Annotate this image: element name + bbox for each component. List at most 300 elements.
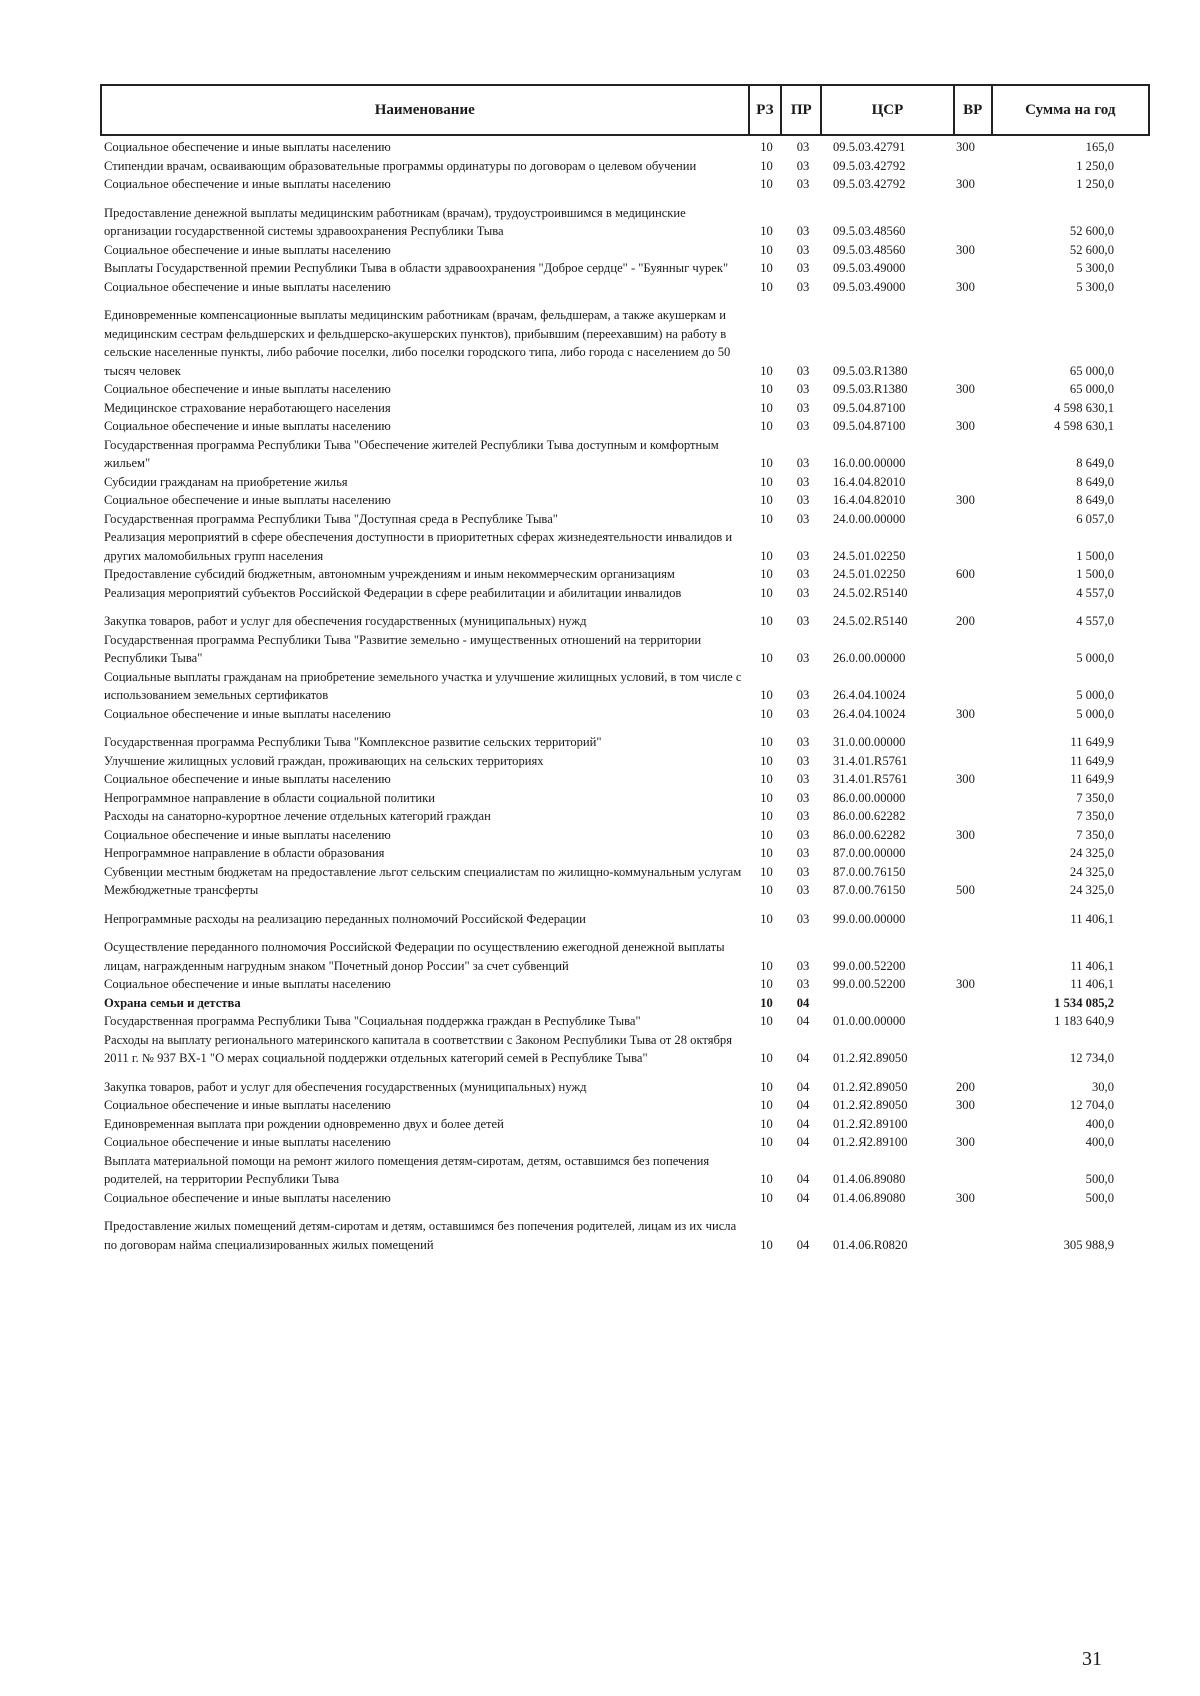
- row-pr: 03: [796, 651, 810, 665]
- row-vr: 300: [956, 706, 975, 721]
- row-sum: 12 704,0: [1069, 1098, 1114, 1112]
- table-row: [104, 1031, 1150, 1068]
- table-row: [104, 138, 1150, 157]
- row-sum: 11 649,9: [1070, 772, 1114, 786]
- row-pr: 03: [796, 614, 810, 628]
- row-name: Предоставление жилых помещений детям-сиротам и детям, оставшимся без попечения родителей, лицам из их числа по договорам найма специализированных жилых помещений: [104, 1219, 737, 1252]
- row-sum: 1 250,0: [1076, 177, 1114, 191]
- row-sum: 8 649,0: [1076, 474, 1114, 489]
- row-rz: 10: [760, 511, 773, 526]
- row-pr: 03: [796, 474, 810, 489]
- row-vr: [956, 863, 994, 882]
- row-csr: 26.0.00.00000: [833, 651, 906, 665]
- row-pr: 03: [796, 958, 810, 973]
- row-csr: [823, 994, 956, 1013]
- row-pr: 03: [796, 911, 810, 926]
- row-codes: [750, 1078, 1114, 1097]
- row-csr: 01.2.Я2.89050: [833, 1079, 908, 1094]
- row-rz: 10: [760, 1172, 773, 1186]
- row-sum: 305 988,9: [1063, 1237, 1114, 1252]
- row-vr: [956, 584, 994, 603]
- row-vr: [956, 362, 994, 381]
- row-csr: 16.4.04.82010: [833, 474, 906, 489]
- table-row: [104, 510, 1150, 529]
- row-csr: 24.5.01.02250: [833, 567, 906, 581]
- row-pr: 03: [796, 809, 810, 823]
- row-sum: 52 600,0: [1069, 224, 1114, 238]
- table-row: [104, 668, 1150, 705]
- table-row: [104, 584, 1150, 603]
- row-vr: [956, 807, 994, 826]
- row-rz: 10: [760, 261, 773, 275]
- row-name: Социальное обеспечение и иные выплаты населению: [104, 382, 391, 396]
- row-vr: [956, 454, 994, 473]
- row-csr: 09.5.03.42791: [833, 140, 906, 154]
- row-vr: [956, 752, 994, 771]
- table-row: [104, 528, 1150, 565]
- table-row: [104, 826, 1150, 845]
- row-csr: 26.4.04.10024: [833, 706, 906, 721]
- row-pr: 03: [796, 242, 810, 257]
- row-vr: [956, 157, 994, 176]
- row-name: Единовременная выплата при рождении одновременно двух и более детей: [104, 1116, 504, 1131]
- row-csr: 01.2.Я2.89100: [833, 1135, 908, 1149]
- row-csr: 09.5.03.42792: [833, 158, 906, 173]
- table-row: [104, 1217, 1150, 1254]
- row-name: Государственная программа Республики Тыва "Комплексное развитие сельских территорий": [104, 735, 602, 749]
- row-codes: [750, 157, 1114, 176]
- row-rz: 10: [760, 1014, 773, 1028]
- row-vr: 500: [956, 883, 975, 897]
- row-pr: 04: [796, 1190, 810, 1205]
- row-codes: [750, 733, 1114, 752]
- table-row: [104, 705, 1150, 724]
- row-pr: 03: [796, 177, 810, 191]
- row-csr: 01.4.06.89080: [833, 1190, 906, 1205]
- row-vr: [956, 957, 994, 976]
- table-row: [104, 436, 1150, 473]
- row-rz: 10: [760, 177, 773, 191]
- row-codes: [750, 863, 1114, 882]
- row-vr: [956, 399, 994, 418]
- table-row: [104, 1189, 1150, 1208]
- row-name: Предоставление денежной выплаты медицинским работникам (врачам), трудоустроившимся в медицинские организации государственной системы здравоохранения Республики Тыва: [104, 205, 686, 238]
- row-sum: 5 000,0: [1076, 706, 1114, 721]
- row-csr: 86.0.00.62282: [833, 827, 906, 842]
- row-sum: 4 598 630,1: [1054, 400, 1114, 415]
- row-pr: 03: [796, 864, 810, 879]
- row-name: Расходы на выплату регионального материнского капитала в соответствии с Законом Республики Тыва от 28 октября 2011 г. № 937 ВХ-1 "О мерах социальной поддержки отдельных категорий семей в Республике Тыва": [104, 1032, 733, 1065]
- row-pr: 03: [796, 753, 810, 768]
- row-csr: 09.5.03.48560: [833, 242, 906, 257]
- row-csr: 09.5.03.R1380: [833, 382, 908, 396]
- row-rz: 10: [760, 911, 773, 926]
- row-vr: [956, 789, 994, 808]
- row-csr: 09.5.03.R1380: [833, 363, 908, 378]
- row-sum: 6 057,0: [1076, 511, 1114, 526]
- row-csr: 99.0.00.52200: [833, 977, 906, 991]
- row-codes: [750, 1189, 1114, 1208]
- row-vr: [956, 649, 994, 668]
- row-rz: 10: [760, 1051, 773, 1065]
- table-row: [104, 399, 1150, 418]
- row-sum: 7 350,0: [1076, 790, 1114, 805]
- row-name: Социальное обеспечение и иные выплаты населению: [104, 279, 391, 294]
- row-vr: 300: [956, 1135, 975, 1149]
- row-csr: 87.0.00.76150: [833, 864, 906, 879]
- row-vr: [956, 510, 994, 529]
- row-name: Выплата материальной помощи на ремонт жилого помещения детям-сиротам, детям, оставшимся без попечения родителей, на территории Республики Тыва: [104, 1153, 710, 1186]
- row-vr: 200: [956, 1079, 975, 1094]
- row-rz: 10: [760, 706, 773, 721]
- table-row: [104, 938, 1150, 975]
- row-rz: 10: [760, 419, 773, 433]
- table-header: [100, 84, 1150, 136]
- row-pr: 03: [796, 548, 810, 563]
- row-pr: 03: [796, 224, 810, 238]
- row-sum: 30,0: [1091, 1079, 1114, 1094]
- row-pr: 03: [796, 419, 810, 433]
- row-csr: 31.4.01.R5761: [833, 772, 908, 786]
- table-row: [104, 565, 1150, 584]
- row-csr: 99.0.00.00000: [833, 911, 906, 926]
- row-pr: 04: [796, 1172, 810, 1186]
- table-row: [104, 241, 1150, 260]
- row-pr: 03: [796, 140, 810, 154]
- page-number: 31: [1082, 1648, 1102, 1670]
- row-csr: 26.4.04.10024: [833, 688, 906, 702]
- row-vr: [956, 686, 994, 705]
- row-rz: 10: [760, 585, 773, 600]
- row-sum: 4 557,0: [1076, 614, 1114, 628]
- row-codes: [750, 752, 1114, 771]
- row-vr: 300: [956, 419, 975, 433]
- row-vr: 300: [956, 493, 975, 507]
- row-vr: [956, 547, 994, 566]
- row-vr: 300: [956, 772, 975, 786]
- row-rz: 10: [760, 224, 773, 238]
- row-rz: 10: [760, 1190, 773, 1205]
- row-csr: 09.5.03.49000: [833, 279, 906, 294]
- row-csr: 01.2.Я2.89050: [833, 1051, 908, 1065]
- row-rz: 10: [760, 400, 773, 415]
- row-name: Выплаты Государственной премии Республики Тыва в области здравоохранения "Доброе сердце" - "Буянныг чурек": [104, 261, 729, 275]
- row-name: Осуществление переданного полномочия Российской Федерации по осуществлению ежегодной денежной выплаты лицам, награжденным нагрудным знаком "Почетный донор России" за счет субвенций: [104, 940, 725, 973]
- row-pr: 04: [796, 1051, 810, 1065]
- table-row: [104, 733, 1150, 752]
- row-vr: [956, 222, 994, 241]
- row-sum: 1 500,0: [1076, 567, 1114, 581]
- row-codes: [750, 1133, 1114, 1152]
- row-csr: 24.5.01.02250: [833, 548, 906, 563]
- row-pr: 03: [796, 688, 810, 702]
- header-sum: Сумма на год: [1025, 101, 1116, 118]
- table-row: [104, 380, 1150, 399]
- row-csr: 01.4.06.89080: [833, 1172, 906, 1186]
- row-rz: 10: [760, 790, 773, 805]
- row-codes: [750, 975, 1114, 994]
- table-row: [104, 491, 1150, 510]
- row-codes: [750, 473, 1114, 492]
- row-pr: 03: [796, 883, 810, 897]
- row-codes: [750, 957, 1114, 976]
- row-vr: [956, 844, 994, 863]
- row-vr: [956, 1115, 994, 1134]
- row-rz: 10: [760, 735, 773, 749]
- row-rz: 10: [760, 1116, 773, 1131]
- row-pr: 03: [796, 706, 810, 721]
- row-rz: 10: [760, 651, 773, 665]
- row-sum: 400,0: [1085, 1116, 1114, 1131]
- row-rz: 10: [760, 1079, 773, 1094]
- row-vr: 300: [956, 382, 975, 396]
- row-csr: 09.5.04.87100: [833, 400, 906, 415]
- row-sum: 11 649,9: [1070, 735, 1114, 749]
- row-sum: 4 557,0: [1076, 585, 1114, 600]
- row-csr: 87.0.00.00000: [833, 846, 906, 860]
- header-rz: РЗ: [750, 86, 783, 134]
- row-codes: [750, 844, 1114, 863]
- row-rz: 10: [760, 474, 773, 489]
- row-pr: 03: [796, 279, 810, 294]
- table-row: [104, 975, 1150, 994]
- row-codes: [750, 807, 1114, 826]
- row-rz: 10: [760, 772, 773, 786]
- row-pr: 03: [796, 261, 810, 275]
- row-csr: 24.5.02.R5140: [833, 614, 908, 628]
- row-codes: [750, 1012, 1114, 1031]
- row-rz: 10: [760, 1237, 773, 1252]
- row-pr: 03: [796, 382, 810, 396]
- row-sum: 1 183 640,9: [1054, 1014, 1114, 1028]
- row-rz: 10: [760, 1098, 773, 1112]
- row-sum: 7 350,0: [1076, 827, 1114, 842]
- row-rz: 10: [760, 279, 773, 294]
- row-name: Социальное обеспечение и иные выплаты населению: [104, 1135, 391, 1149]
- row-pr: 03: [796, 846, 810, 860]
- row-csr: 09.5.03.48560: [833, 224, 906, 238]
- row-codes: [750, 510, 1114, 529]
- table-row: [104, 910, 1150, 929]
- row-name: Государственная программа Республики Тыва "Обеспечение жителей Республики Тыва доступным и комфортным жильем": [104, 437, 719, 470]
- row-rz: 10: [760, 456, 773, 470]
- row-codes: [750, 547, 1114, 566]
- row-rz: 10: [760, 548, 773, 563]
- row-vr: 300: [956, 827, 975, 842]
- row-rz: 10: [760, 977, 773, 991]
- row-csr: 01.4.06.R0820: [833, 1237, 908, 1252]
- row-rz: 10: [760, 827, 773, 842]
- table-row: [104, 789, 1150, 808]
- row-codes: [750, 491, 1114, 510]
- table-row: [104, 1012, 1150, 1031]
- row-name: Социальное обеспечение и иные выплаты населению: [104, 177, 391, 191]
- row-codes: [750, 454, 1114, 473]
- table-row: [104, 881, 1150, 900]
- row-rz: 10: [760, 158, 773, 173]
- table-row: [104, 1096, 1150, 1115]
- table-row: [104, 157, 1150, 176]
- row-sum: 5 300,0: [1076, 261, 1114, 275]
- row-vr: 200: [956, 614, 975, 628]
- row-rz: 10: [760, 614, 773, 628]
- row-pr: 03: [796, 456, 810, 470]
- row-pr: 03: [796, 772, 810, 786]
- row-name: Предоставление субсидий бюджетным, автономным учреждениям и иным некоммерческим организациям: [104, 567, 675, 581]
- row-pr: 04: [796, 1116, 810, 1131]
- row-rz: 10: [760, 864, 773, 879]
- row-codes: [750, 222, 1114, 241]
- row-csr: 09.5.03.49000: [833, 261, 906, 275]
- table-row: [104, 863, 1150, 882]
- row-codes: [750, 259, 1114, 278]
- row-csr: 87.0.00.76150: [833, 883, 906, 897]
- row-csr: 01.2.Я2.89050: [833, 1098, 908, 1112]
- row-codes: [750, 175, 1114, 194]
- row-vr: 300: [956, 1098, 975, 1112]
- row-sum: 400,0: [1085, 1135, 1114, 1149]
- row-name: Субсидии гражданам на приобретение жилья: [104, 474, 348, 489]
- row-name: Межбюджетные трансферты: [104, 883, 259, 897]
- row-sum: 11 649,9: [1070, 753, 1114, 768]
- row-codes: [750, 789, 1114, 808]
- row-name: Закупка товаров, работ и услуг для обеспечения государственных (муниципальных) нужд: [104, 614, 587, 628]
- row-vr: 300: [956, 977, 975, 991]
- row-codes: [750, 1170, 1114, 1189]
- row-pr: 03: [796, 735, 810, 749]
- row-name: Субвенции местным бюджетам на предоставление льгот сельским специалистам по жилищно-коммунальным услугам: [104, 864, 742, 879]
- row-name: Государственная программа Республики Тыва "Развитие земельно - имущественных отношений на территории Республики Тыва": [104, 632, 702, 665]
- row-sum: 1 500,0: [1076, 548, 1114, 563]
- row-rz: 10: [760, 688, 773, 702]
- row-name: Стипендии врачам, осваивающим образовательные программы ординатуры по договорам о целевом обучении: [104, 158, 697, 173]
- row-name: Социальное обеспечение и иные выплаты населению: [104, 772, 391, 786]
- row-name: Медицинское страхование неработающего населения: [104, 400, 391, 415]
- row-pr: 03: [796, 977, 810, 991]
- table-row: [104, 770, 1150, 789]
- table-row: [104, 1115, 1150, 1134]
- row-pr: 04: [796, 1014, 810, 1028]
- row-name: Расходы на санаторно-курортное лечение отдельных категорий граждан: [104, 809, 491, 823]
- row-codes: [750, 278, 1114, 297]
- row-name: Непрограммное направление в области социальной политики: [104, 790, 435, 805]
- row-rz: 10: [760, 883, 773, 897]
- row-name: Социальное обеспечение и иные выплаты населению: [104, 977, 391, 991]
- row-rz: 10: [760, 995, 773, 1010]
- row-rz: 10: [760, 363, 773, 378]
- row-sum: 165,0: [1085, 140, 1114, 154]
- row-vr: [956, 473, 994, 492]
- row-csr: 86.0.00.00000: [833, 790, 906, 805]
- row-rz: 10: [760, 753, 773, 768]
- row-sum: 5 000,0: [1076, 688, 1114, 702]
- row-sum: 11 406,1: [1070, 977, 1114, 991]
- row-sum: 24 325,0: [1069, 883, 1114, 897]
- row-sum: 8 649,0: [1076, 493, 1114, 507]
- row-codes: [750, 705, 1114, 724]
- row-vr: [956, 1012, 994, 1031]
- row-sum: 7 350,0: [1076, 809, 1114, 823]
- row-name: Социальное обеспечение и иные выплаты населению: [104, 1098, 391, 1112]
- row-csr: 01.2.Я2.89100: [833, 1116, 908, 1131]
- row-name: Социальные выплаты гражданам на приобретение земельного участка и улучшение жилищных условий, в том числе с использованием земельных сертификатов: [104, 669, 742, 702]
- row-sum: 24 325,0: [1069, 846, 1114, 860]
- row-codes: [750, 138, 1114, 157]
- row-name: Социальное обеспечение и иные выплаты населению: [104, 419, 391, 433]
- row-rz: 10: [760, 809, 773, 823]
- table-row: [104, 204, 1150, 241]
- row-rz: 10: [760, 567, 773, 581]
- row-rz: 10: [760, 1135, 773, 1149]
- row-vr: 300: [956, 279, 975, 294]
- row-name: Закупка товаров, работ и услуг для обеспечения государственных (муниципальных) нужд: [104, 1079, 587, 1094]
- row-vr: 300: [956, 140, 975, 154]
- row-sum: 1 534 085,2: [1054, 995, 1114, 1010]
- row-pr: 03: [796, 790, 810, 805]
- row-sum: 52 600,0: [1069, 242, 1114, 257]
- row-name: Улучшение жилищных условий граждан, проживающих на сельских территориях: [104, 753, 544, 768]
- row-sum: 11 406,1: [1070, 958, 1114, 973]
- row-sum: 65 000,0: [1069, 382, 1114, 396]
- row-codes: [750, 612, 1114, 631]
- row-codes: [750, 1236, 1114, 1255]
- row-vr: [956, 1049, 994, 1068]
- row-codes: [750, 686, 1114, 705]
- row-rz: 10: [760, 958, 773, 973]
- row-csr: 31.0.00.00000: [833, 735, 906, 749]
- row-name: Социальное обеспечение и иные выплаты населению: [104, 1190, 391, 1205]
- row-csr: 09.5.03.42792: [833, 177, 906, 191]
- row-pr: 04: [796, 1237, 810, 1252]
- row-pr: 03: [796, 511, 810, 526]
- row-codes: [750, 881, 1114, 900]
- row-pr: 03: [796, 493, 810, 507]
- row-sum: 11 406,1: [1070, 911, 1114, 926]
- table-body: [104, 138, 1150, 1628]
- header-name: Наименование: [102, 86, 750, 134]
- row-name: Социальное обеспечение и иные выплаты населению: [104, 242, 391, 257]
- table-row: [104, 631, 1150, 668]
- row-csr: 86.0.00.62282: [833, 809, 906, 823]
- row-pr: 04: [796, 995, 810, 1010]
- header-vr: ВР: [955, 86, 993, 134]
- row-sum: 12 734,0: [1069, 1051, 1114, 1065]
- row-sum: 4 598 630,1: [1054, 419, 1114, 433]
- row-name: Социальное обеспечение и иные выплаты населению: [104, 827, 391, 842]
- row-codes: [750, 380, 1114, 399]
- row-pr: 03: [796, 567, 810, 581]
- row-name: Реализация мероприятий субъектов Российской Федерации в сфере реабилитации и абилитации инвалидов: [104, 585, 682, 600]
- row-csr: 01.0.00.00000: [833, 1014, 906, 1028]
- row-sum: 5 300,0: [1076, 279, 1114, 294]
- row-name: Государственная программа Республики Тыва "Социальная поддержка граждан в Республике Тыва": [104, 1014, 641, 1028]
- row-codes: [750, 1096, 1114, 1115]
- row-vr: 300: [956, 177, 975, 191]
- table-row: [104, 994, 1150, 1013]
- table-row: [104, 473, 1150, 492]
- table-row: [104, 417, 1150, 436]
- row-csr: 31.4.01.R5761: [833, 753, 908, 768]
- row-codes: [750, 241, 1114, 260]
- table-row: [104, 175, 1150, 194]
- row-vr: [956, 733, 994, 752]
- row-codes: [750, 417, 1114, 436]
- table-row: [104, 844, 1150, 863]
- row-codes: [750, 826, 1114, 845]
- row-rz: 10: [760, 846, 773, 860]
- row-rz: 10: [760, 493, 773, 507]
- row-vr: [956, 259, 994, 278]
